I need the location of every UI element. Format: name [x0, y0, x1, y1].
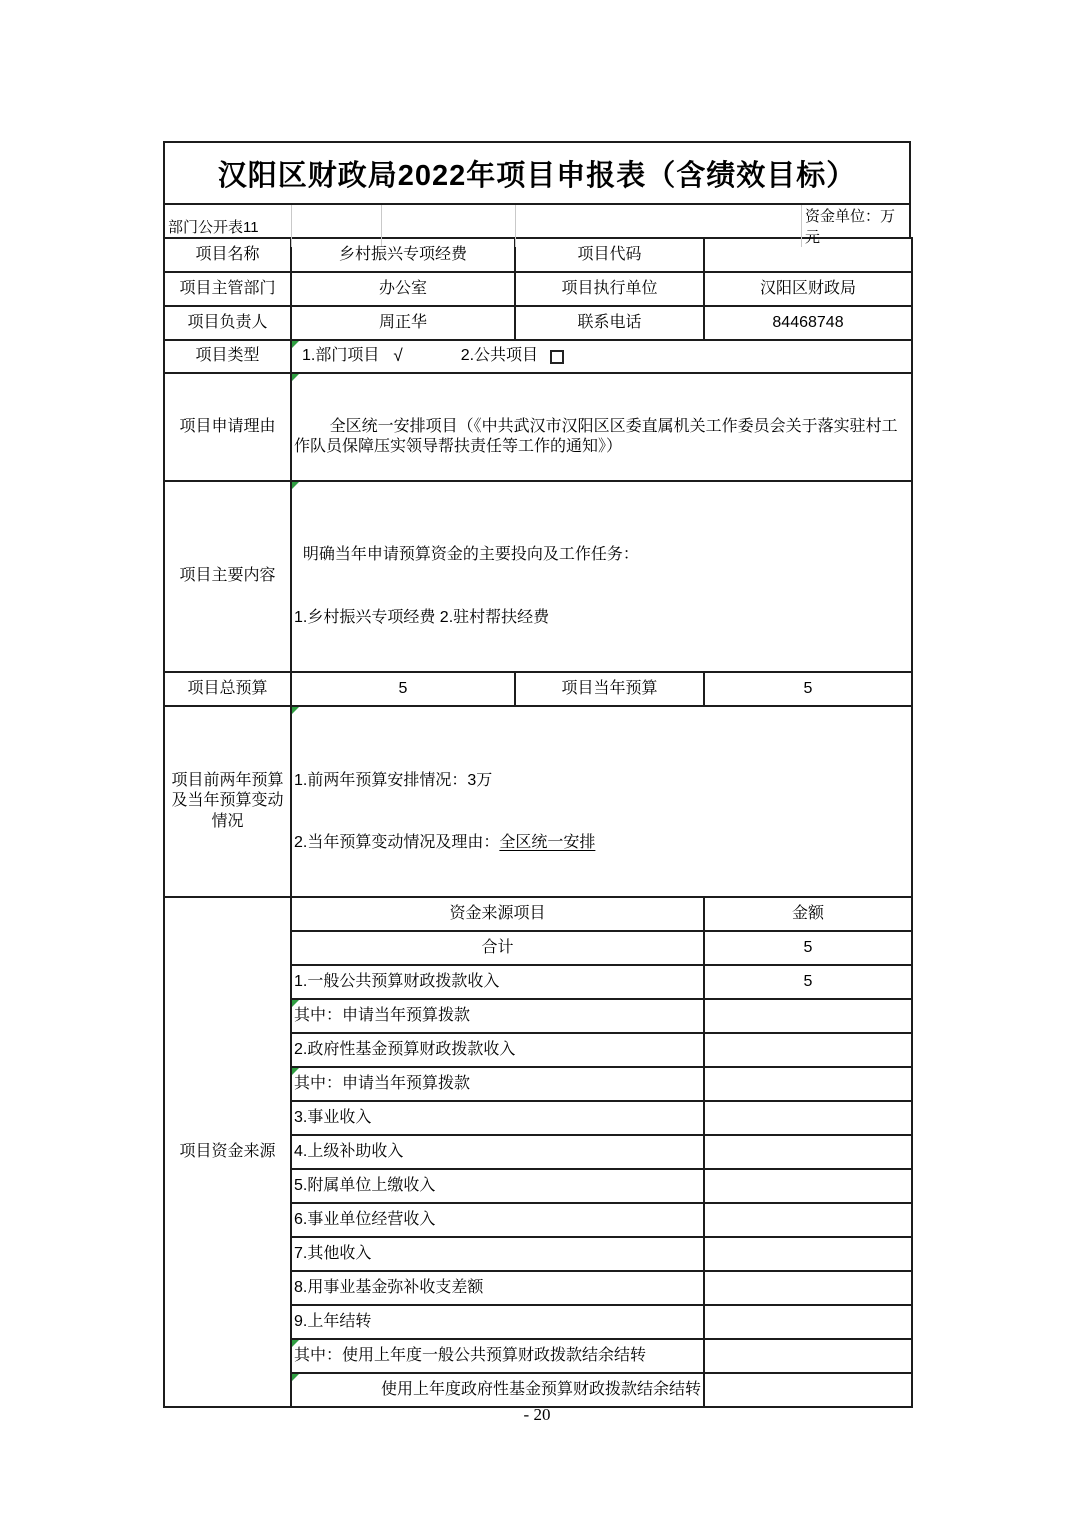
check-mark-icon: √	[393, 346, 403, 366]
table-row	[164, 706, 912, 897]
funding-amount	[704, 1373, 912, 1407]
field-label: 项目名称	[164, 238, 291, 272]
funding-amount	[704, 1305, 912, 1339]
funding-item: 5.附属单位上缴收入	[291, 1169, 704, 1203]
funding-section-label: 项目资金来源	[164, 897, 291, 1407]
funding-item	[291, 1067, 704, 1101]
project-name-value: 乡村振兴专项经费	[291, 238, 515, 272]
project-code-value	[704, 238, 912, 272]
funding-item: 6.事业单位经营收入	[291, 1203, 704, 1237]
executing-unit-value: 汉阳区财政局	[704, 272, 912, 306]
funding-item: 7.其他收入	[291, 1237, 704, 1271]
excel-corner-marker-icon	[292, 374, 299, 381]
excel-corner-marker-icon	[292, 1340, 299, 1347]
type-option-2: 2.公共项目	[460, 347, 539, 365]
funding-item: 2.政府性基金预算财政拨款收入	[291, 1033, 704, 1067]
current-year-budget-value: 5	[704, 672, 912, 706]
excel-corner-marker-icon	[292, 1374, 299, 1381]
total-budget-value: 5	[291, 672, 515, 706]
table-row	[164, 373, 912, 481]
funding-item-text: 其中：申请当年预算拨款	[294, 1006, 471, 1024]
funding-amount	[704, 1169, 912, 1203]
field-label: 项目执行单位	[515, 272, 704, 306]
funding-item: 9.上年结转	[291, 1305, 704, 1339]
form-document	[163, 141, 911, 1408]
funding-amount	[704, 1203, 912, 1237]
excel-corner-marker-icon	[292, 707, 299, 714]
funding-amount	[704, 1339, 912, 1373]
phone-value: 84468748	[704, 306, 912, 340]
reason-text-cell	[291, 373, 912, 481]
reason-text: 全区统一安排项目（《中共武汉市汉阳区区委直属机关工作委员会关于落实驻村工作队员保障压实领导帮扶责任等工作的通知》）	[294, 417, 898, 456]
field-label: 项目负责人	[164, 306, 291, 340]
table-row	[164, 272, 912, 306]
funding-item	[291, 999, 704, 1033]
meta-table-id: 部门公开表11	[165, 205, 292, 247]
table-row	[164, 481, 912, 672]
department-value: 办公室	[291, 272, 515, 306]
manager-value: 周正华	[291, 306, 515, 340]
field-label: 项目总预算	[164, 672, 291, 706]
table-row	[164, 340, 912, 373]
history-line-1: 1.前两年预算安排情况：3万	[294, 771, 493, 789]
page-title: 汉阳区财政局2022年项目申报表（含绩效目标）	[163, 141, 911, 205]
field-label: 项目主管部门	[164, 272, 291, 306]
table-row	[164, 672, 912, 706]
funding-header-amount: 金额	[704, 897, 912, 931]
excel-corner-marker-icon	[292, 1000, 299, 1007]
funding-header-item: 资金来源项目	[291, 897, 704, 931]
funding-item-text: 其中：使用上年度一般公共预算财政拨款结余结转	[294, 1346, 647, 1364]
excel-corner-marker-icon	[292, 482, 299, 489]
content-text-cell	[291, 481, 912, 672]
funding-item: 1.一般公共预算财政拨款收入	[291, 965, 704, 999]
project-form-table	[163, 237, 913, 1408]
funding-amount	[704, 1237, 912, 1271]
field-label: 项目前两年预算及当年预算变动情况	[164, 706, 291, 897]
excel-corner-marker-icon	[292, 1068, 299, 1075]
type-option-1: 1.部门项目	[302, 347, 380, 365]
project-type-cell	[291, 340, 912, 373]
history-line-2-underlined: 全区统一安排	[499, 833, 596, 851]
field-label: 项目类型	[164, 340, 291, 373]
field-label: 项目代码	[515, 238, 704, 272]
funding-amount	[704, 1101, 912, 1135]
funding-item-text: 其中：申请当年预算拨款	[294, 1074, 471, 1092]
field-label: 项目当年预算	[515, 672, 704, 706]
excel-corner-marker-icon	[292, 341, 299, 348]
field-label: 项目申请理由	[164, 373, 291, 481]
funding-amount	[704, 1135, 912, 1169]
checkbox-empty-icon	[550, 350, 564, 364]
funding-item	[291, 1339, 704, 1373]
history-text-cell	[291, 706, 912, 897]
funding-item: 3.事业收入	[291, 1101, 704, 1135]
funding-amount	[704, 999, 912, 1033]
funding-amount	[704, 1033, 912, 1067]
field-label: 项目主要内容	[164, 481, 291, 672]
funding-amount	[704, 1067, 912, 1101]
meta-row	[163, 205, 911, 246]
funding-item	[291, 1373, 704, 1407]
funding-item: 4.上级补助收入	[291, 1135, 704, 1169]
table-row	[164, 897, 912, 931]
funding-amount	[704, 1271, 912, 1305]
history-line-2-prefix: 2.当年预算变动情况及理由：	[294, 833, 500, 851]
funding-item: 8.用事业基金弥补收支差额	[291, 1271, 704, 1305]
funding-amount: 5	[704, 931, 912, 965]
meta-fund-unit: 资金单位：万元	[805, 208, 896, 246]
table-row	[164, 306, 912, 340]
funding-amount: 5	[704, 965, 912, 999]
history-line-2	[294, 833, 909, 854]
field-label: 联系电话	[515, 306, 704, 340]
content-line-1: 明确当年申请预算资金的主要投向及工作任务：	[294, 546, 639, 564]
page-number: - 20	[523, 1405, 551, 1424]
table-row	[164, 238, 912, 272]
content-line-2: 1.乡村振兴专项经费 2.驻村帮扶经费	[294, 608, 550, 626]
funding-item-text: 使用上年度政府性基金预算财政拨款结余结转	[380, 1380, 701, 1398]
funding-item: 合计	[291, 931, 704, 965]
